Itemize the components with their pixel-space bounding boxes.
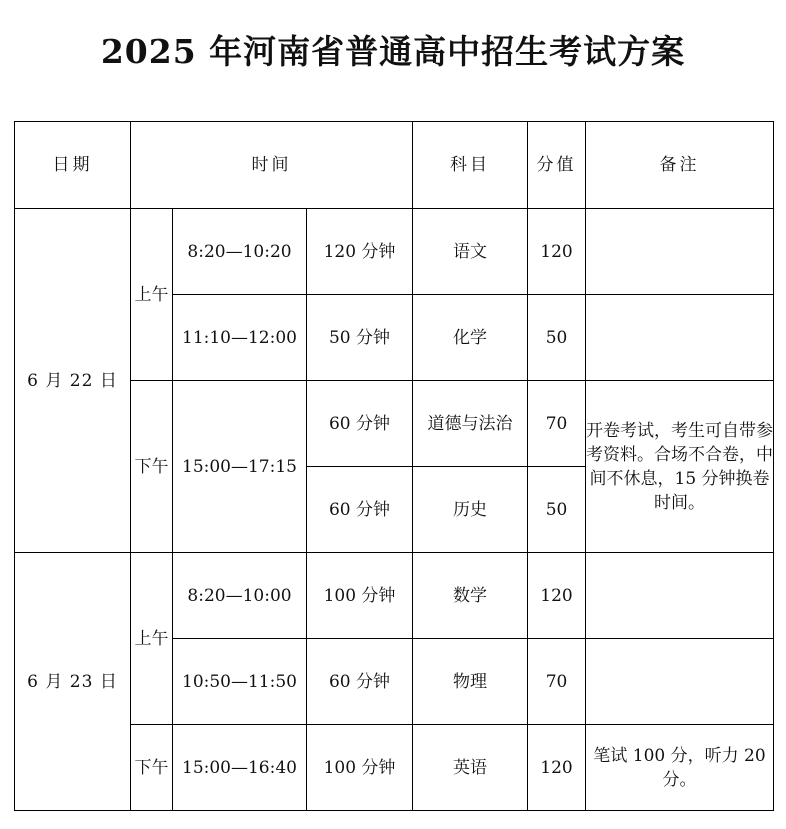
time-cell: 8:20—10:20 [173,209,307,295]
time-cell: 15:00—16:40 [173,725,307,811]
table-row [15,553,774,639]
header-date: 日期 [15,122,131,209]
duration-cell: 100 分钟 [307,725,413,811]
period-cell: 下午 [131,725,173,811]
page-title: 2025 年河南省普通高中招生考试方案 [100,32,686,71]
time-cell: 10:50—11:50 [173,639,307,725]
note-cell [586,553,774,639]
exam-schedule-table [14,121,774,811]
score-cell: 120 [528,209,586,295]
score-cell: 70 [528,639,586,725]
duration-cell: 60 分钟 [307,381,413,467]
table-row [15,209,774,295]
duration-cell: 50 分钟 [307,295,413,381]
note-cell [586,209,774,295]
header-subject: 科目 [413,122,528,209]
subject-cell: 化学 [413,295,528,381]
subject-cell: 历史 [413,467,528,553]
score-cell: 50 [528,467,586,553]
duration-cell: 60 分钟 [307,639,413,725]
score-cell: 50 [528,295,586,381]
header-time: 时间 [131,122,413,209]
score-cell: 70 [528,381,586,467]
time-cell: 15:00—17:15 [173,381,307,553]
subject-cell: 物理 [413,639,528,725]
period-cell: 下午 [131,381,173,553]
subject-cell: 数学 [413,553,528,639]
duration-cell: 120 分钟 [307,209,413,295]
score-cell: 120 [528,553,586,639]
period-cell: 上午 [131,553,173,725]
subject-cell: 英语 [413,725,528,811]
score-cell: 120 [528,725,586,811]
note-cell: 开卷考试，考生可自带参考资料。合场不合卷，中间不休息，15 分钟换卷时间。 [586,381,774,553]
time-cell: 8:20—10:00 [173,553,307,639]
note-cell [586,639,774,725]
header-score: 分值 [528,122,586,209]
header-row [15,122,774,209]
date-cell: 6 月 23 日 [15,553,131,811]
subject-cell: 道德与法治 [413,381,528,467]
duration-cell: 60 分钟 [307,467,413,553]
time-cell: 11:10—12:00 [173,295,307,381]
note-cell: 笔试 100 分，听力 20 分。 [586,725,774,811]
duration-cell: 100 分钟 [307,553,413,639]
note-cell [586,295,774,381]
subject-cell: 语文 [413,209,528,295]
date-cell: 6 月 22 日 [15,209,131,553]
period-cell: 上午 [131,209,173,381]
header-note: 备注 [586,122,774,209]
